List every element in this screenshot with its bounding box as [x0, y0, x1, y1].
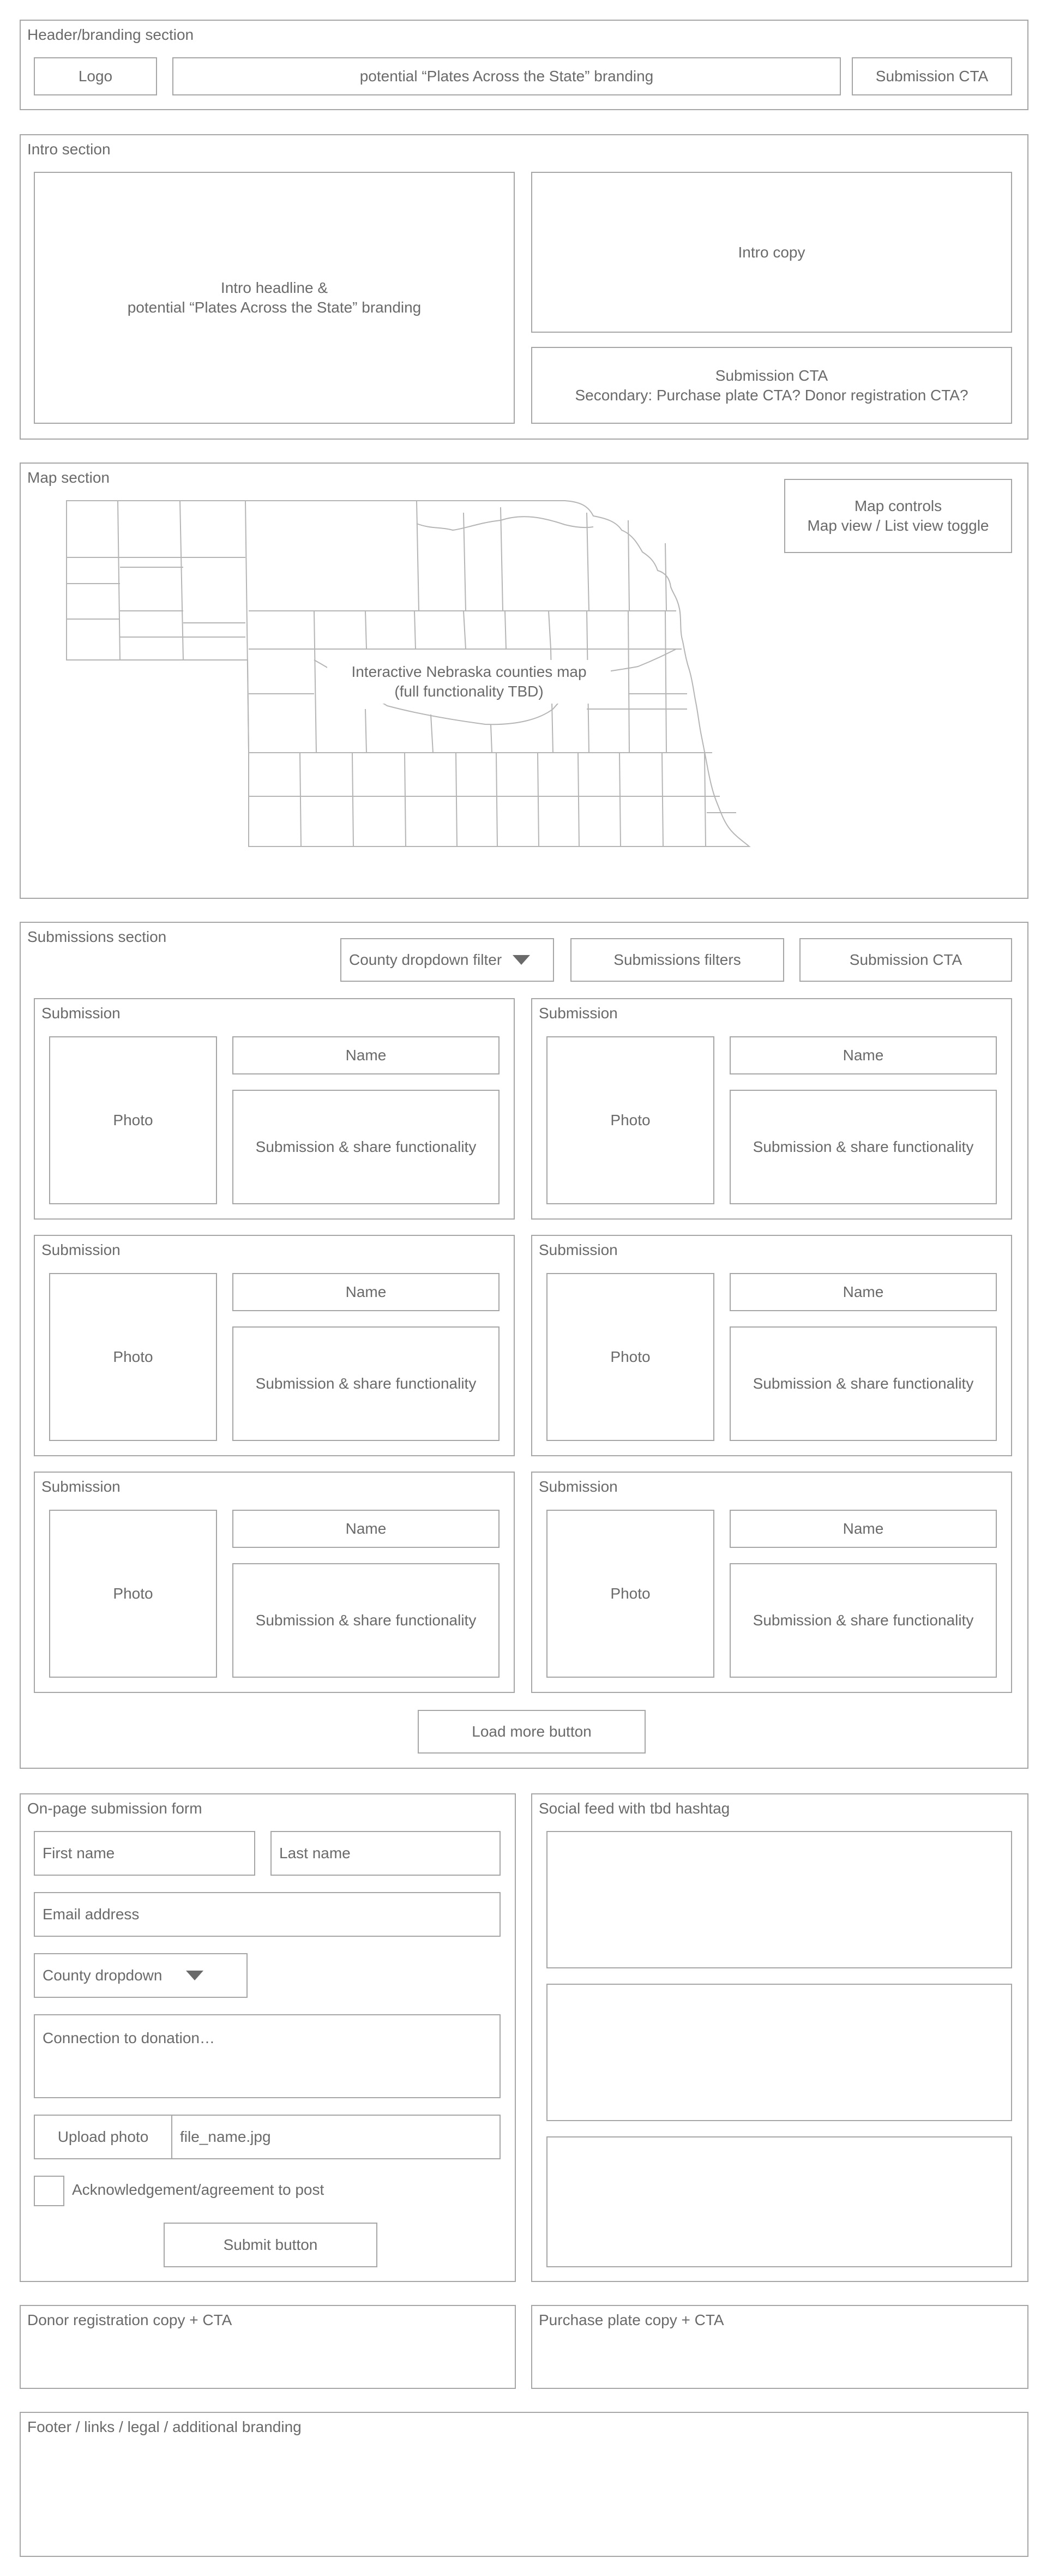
submission-photo[interactable]: Photo	[546, 1273, 714, 1441]
header-submission-cta[interactable]: Submission CTA	[852, 57, 1012, 95]
social-section-label: Social feed with tbd hashtag	[539, 1800, 730, 1817]
chevron-down-icon	[186, 1971, 203, 1980]
header-branding: potential “Plates Across the State” branding	[172, 57, 841, 95]
submission-share[interactable]: Submission & share functionality	[232, 1563, 500, 1678]
connection-placeholder: Connection to donation…	[43, 2029, 215, 2046]
submissions-cta[interactable]: Submission CTA	[799, 938, 1012, 982]
county-dropdown[interactable]	[34, 1953, 248, 1998]
submission-photo[interactable]: Photo	[546, 1036, 714, 1204]
connection-textarea[interactable]	[34, 2014, 501, 2098]
county-dropdown-filter[interactable]	[340, 938, 554, 982]
social-post[interactable]	[546, 1831, 1012, 1968]
submission-card-label: Submission	[539, 1005, 618, 1022]
agreement-checkbox[interactable]	[34, 2176, 64, 2206]
intro-copy: Intro copy	[531, 172, 1012, 333]
first-name-field[interactable]: First name	[34, 1831, 255, 1876]
submission-name: Name	[730, 1273, 997, 1311]
load-more-button[interactable]: Load more button	[418, 1710, 646, 1754]
purchase-section-label: Purchase plate copy + CTA	[539, 2311, 724, 2328]
county-dropdown-label: County dropdown	[43, 1967, 163, 1984]
submissions-section-label: Submissions section	[27, 928, 167, 945]
submission-share[interactable]: Submission & share functionality	[730, 1563, 997, 1678]
submission-photo[interactable]: Photo	[49, 1273, 217, 1441]
submission-card-label: Submission	[41, 1241, 121, 1258]
submission-share[interactable]: Submission & share functionality	[232, 1326, 500, 1441]
intro-section-label: Intro section	[27, 141, 111, 158]
county-filter-label: County dropdown filter	[349, 951, 502, 968]
logo[interactable]: Logo	[34, 57, 157, 95]
social-post[interactable]	[546, 1984, 1012, 2121]
submission-share[interactable]: Submission & share functionality	[730, 1326, 997, 1441]
submission-card-label: Submission	[41, 1005, 121, 1022]
map-controls[interactable]: Map controls Map view / List view toggle	[784, 479, 1012, 553]
form-section-label: On-page submission form	[27, 1800, 202, 1817]
submission-card-label: Submission	[539, 1478, 618, 1495]
agreement-label: Acknowledgement/agreement to post	[72, 2181, 324, 2198]
footer-section	[20, 2412, 1028, 2557]
submission-share[interactable]: Submission & share functionality	[730, 1090, 997, 1204]
submission-name: Name	[232, 1273, 500, 1311]
submission-name: Name	[232, 1510, 500, 1548]
file-name-field: file_name.jpg	[171, 2115, 501, 2159]
last-name-field[interactable]: Last name	[270, 1831, 501, 1876]
submission-card-label: Submission	[539, 1241, 618, 1258]
submission-photo[interactable]: Photo	[49, 1510, 217, 1678]
submission-photo[interactable]: Photo	[546, 1510, 714, 1678]
chevron-down-icon	[513, 955, 530, 965]
purchase-plate-section	[531, 2305, 1028, 2389]
submissions-filters[interactable]: Submissions filters	[570, 938, 784, 982]
donor-registration-section	[20, 2305, 516, 2389]
social-post[interactable]	[546, 2136, 1012, 2267]
footer-section-label: Footer / links / legal / additional branding	[27, 2418, 302, 2435]
intro-headline: Intro headline & potential “Plates Across the State” branding	[34, 172, 515, 424]
submission-name: Name	[232, 1036, 500, 1074]
submission-share[interactable]: Submission & share functionality	[232, 1090, 500, 1204]
submit-button[interactable]: Submit button	[164, 2223, 377, 2267]
map-label: Interactive Nebraska counties map (full functionality TBD)	[327, 660, 611, 704]
donor-section-label: Donor registration copy + CTA	[27, 2311, 232, 2328]
submission-name: Name	[730, 1036, 997, 1074]
upload-photo-button[interactable]: Upload photo	[34, 2115, 172, 2159]
header-section-label: Header/branding section	[27, 26, 194, 43]
map-section-label: Map section	[27, 469, 110, 486]
intro-submission-cta[interactable]: Submission CTA Secondary: Purchase plate CTA? Donor registration CTA?	[531, 347, 1012, 424]
submission-name: Name	[730, 1510, 997, 1548]
email-field[interactable]: Email address	[34, 1892, 501, 1937]
submission-card-label: Submission	[41, 1478, 121, 1495]
submission-photo[interactable]: Photo	[49, 1036, 217, 1204]
